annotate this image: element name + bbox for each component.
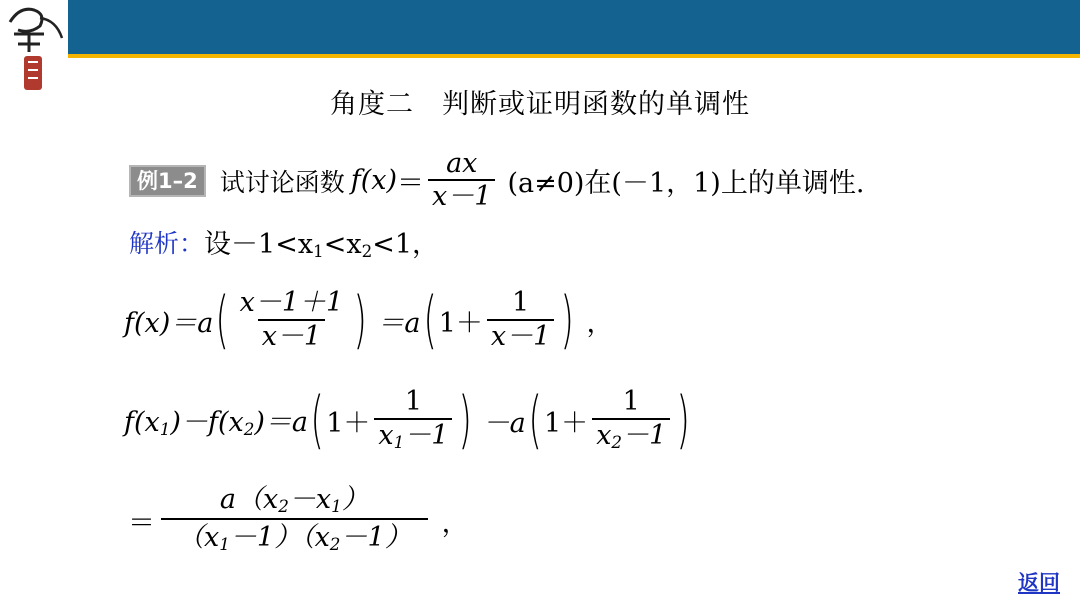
line2-lhs: $f(x_1)-f(x_2)=a$ — [124, 407, 309, 440]
right-paren-icon: ) — [458, 383, 473, 456]
right-paren-icon: ) — [560, 283, 575, 356]
left-paren-icon: ( — [528, 383, 542, 456]
line2-fraction-a: $\frac{1}{x_1-1}$ — [374, 388, 452, 451]
solution-row — [129, 222, 439, 261]
solution-label: 解析： — [129, 228, 205, 258]
right-paren-icon: ) — [676, 383, 691, 456]
line1-fraction-2: $\frac{1}{x-1}$ — [487, 289, 554, 351]
example-badge: 例1–2 — [129, 165, 206, 197]
line3-eq: ＝ — [128, 507, 155, 539]
solution-assumption: 设$-1<x_1<x_2<1$， — [204, 229, 440, 262]
right-paren-icon: ) — [353, 283, 367, 356]
example-row — [129, 150, 864, 212]
left-paren-icon: ( — [422, 283, 437, 356]
line2-minus-a: －a — [482, 407, 526, 439]
left-paren-icon: ( — [215, 283, 230, 356]
line1-eq: ＝a — [377, 307, 421, 339]
fraction-denominator: x－1 — [428, 179, 495, 211]
example-fraction — [428, 150, 495, 212]
line1-lhs: f(x)＝a — [124, 307, 214, 339]
fraction-numerator: ax — [446, 148, 478, 179]
equation-line-3 — [128, 482, 469, 558]
line1-fraction-1: $\frac{x-1+1}{x-1}$ — [239, 287, 344, 352]
line2-one-plus-a: 1＋ — [326, 407, 371, 439]
line2-one-plus-b: 1＋ — [544, 407, 589, 439]
line3-fraction: $\frac{a(x_2-x_1)}{(x_1-1)(x_2-1)}$ — [161, 486, 428, 553]
line2-fraction-b: $\frac{1}{x_2-1}$ — [592, 388, 670, 451]
left-paren-icon: ( — [310, 383, 324, 456]
return-link[interactable]: 返回 — [1018, 571, 1060, 595]
equation-line-1 — [124, 282, 614, 358]
example-eq: ＝ — [397, 168, 425, 200]
line1-one-plus: 1＋ — [438, 307, 483, 339]
slide-title: 角度二 判断或证明函数的单调性 — [330, 89, 750, 120]
example-func: f(x) — [350, 165, 398, 197]
line3-tail: ， — [441, 507, 469, 539]
equation-line-2 — [124, 382, 692, 458]
header-bar — [68, 0, 1080, 58]
example-prefix: 试讨论函数 — [219, 167, 345, 197]
example-suffix: (a≠0)在(－1，1)上的单调性. — [507, 168, 865, 200]
line1-tail: ， — [586, 307, 614, 339]
